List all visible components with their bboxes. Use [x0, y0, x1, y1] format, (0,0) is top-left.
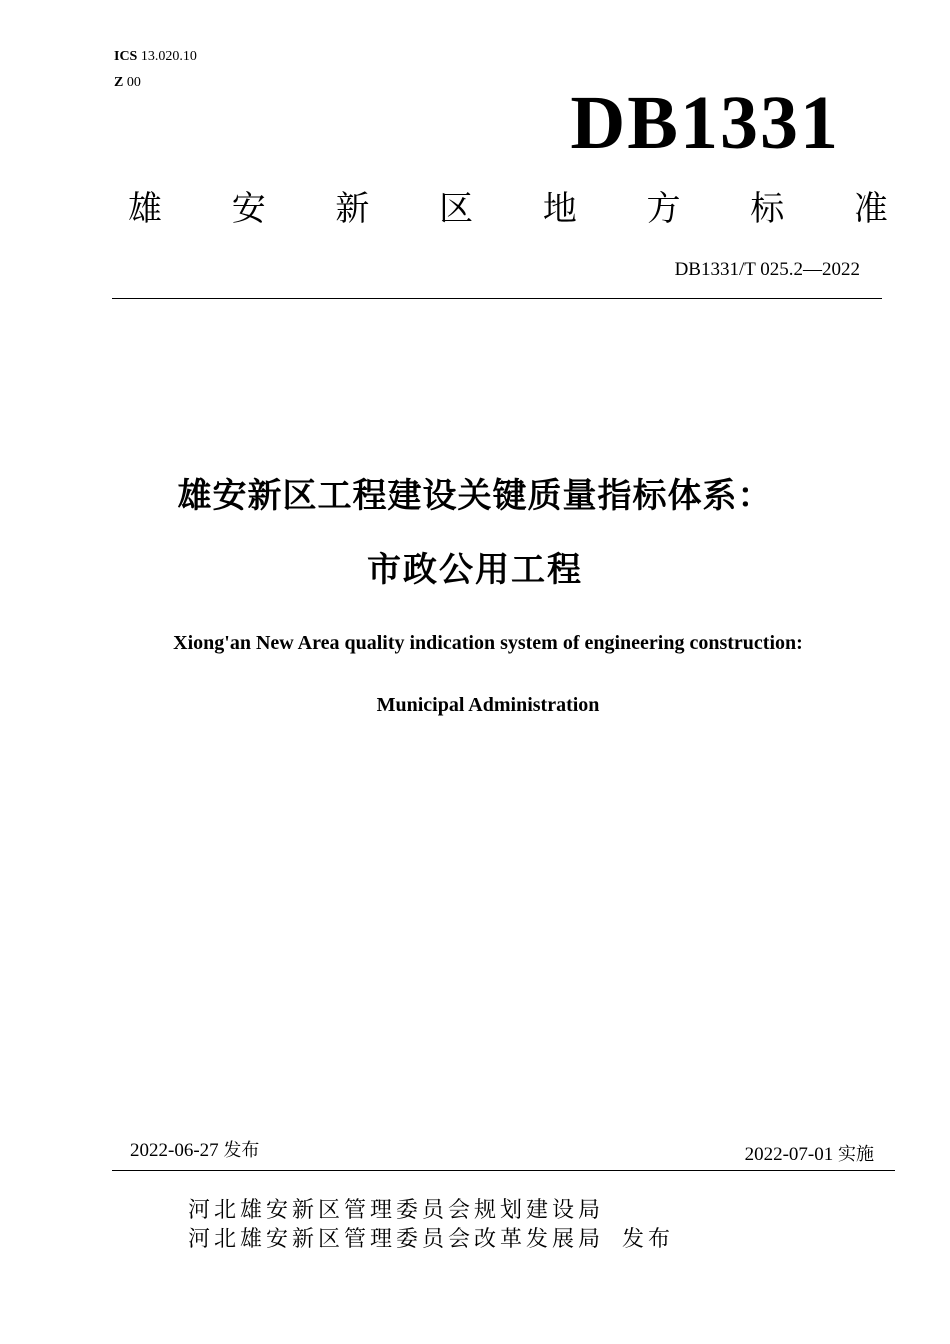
standard-logo: DB1331: [570, 81, 840, 165]
chinese-title-line-1: 雄安新区工程建设关键质量指标体系：: [177, 476, 773, 516]
standard-type-char: 标: [750, 189, 785, 229]
standard-type-char: 方: [646, 189, 681, 229]
issuer-organization-2-name: 河北雄安新区管理委员会改革发展局: [188, 1227, 605, 1252]
standard-type-char: 地: [542, 189, 577, 229]
standard-type-char: 区: [439, 189, 474, 229]
implement-date-value: 2022-07-01: [744, 1144, 834, 1165]
ccs-label: Z: [114, 75, 124, 90]
implement-date: [745, 1142, 874, 1168]
issuer-organization-2: [188, 1225, 674, 1255]
implement-date-label: 实施: [838, 1144, 874, 1165]
ics-code: [114, 49, 197, 65]
ics-value: 13.020.10: [140, 49, 197, 64]
footer-divider: [112, 1170, 895, 1171]
standard-number: DB1331/T 025.2—2022: [674, 259, 860, 280]
english-title-line-2: Municipal Administration: [376, 694, 600, 716]
ics-label: ICS: [114, 49, 138, 64]
issue-label: 发布: [622, 1227, 675, 1252]
standard-type-char: 雄: [128, 189, 162, 229]
header-divider: [112, 298, 882, 299]
standard-type-char: 新: [335, 189, 370, 229]
standard-type-char: 准: [853, 189, 888, 229]
chinese-title-line-2: 市政公用工程: [367, 550, 583, 590]
publish-date-value: 2022-06-27: [130, 1140, 219, 1161]
english-title-line-1: Xiong'an New Area quality indication system of engineering construction:: [173, 632, 803, 654]
issuer-organization-1: 河北雄安新区管理委员会规划建设局: [188, 1198, 605, 1223]
publish-date-label: 发布: [223, 1140, 260, 1161]
standard-type-char: 安: [231, 189, 266, 229]
ccs-code: [114, 75, 141, 91]
publish-date: [130, 1138, 259, 1164]
ccs-value: 00: [126, 75, 141, 90]
standard-type: [128, 184, 888, 234]
